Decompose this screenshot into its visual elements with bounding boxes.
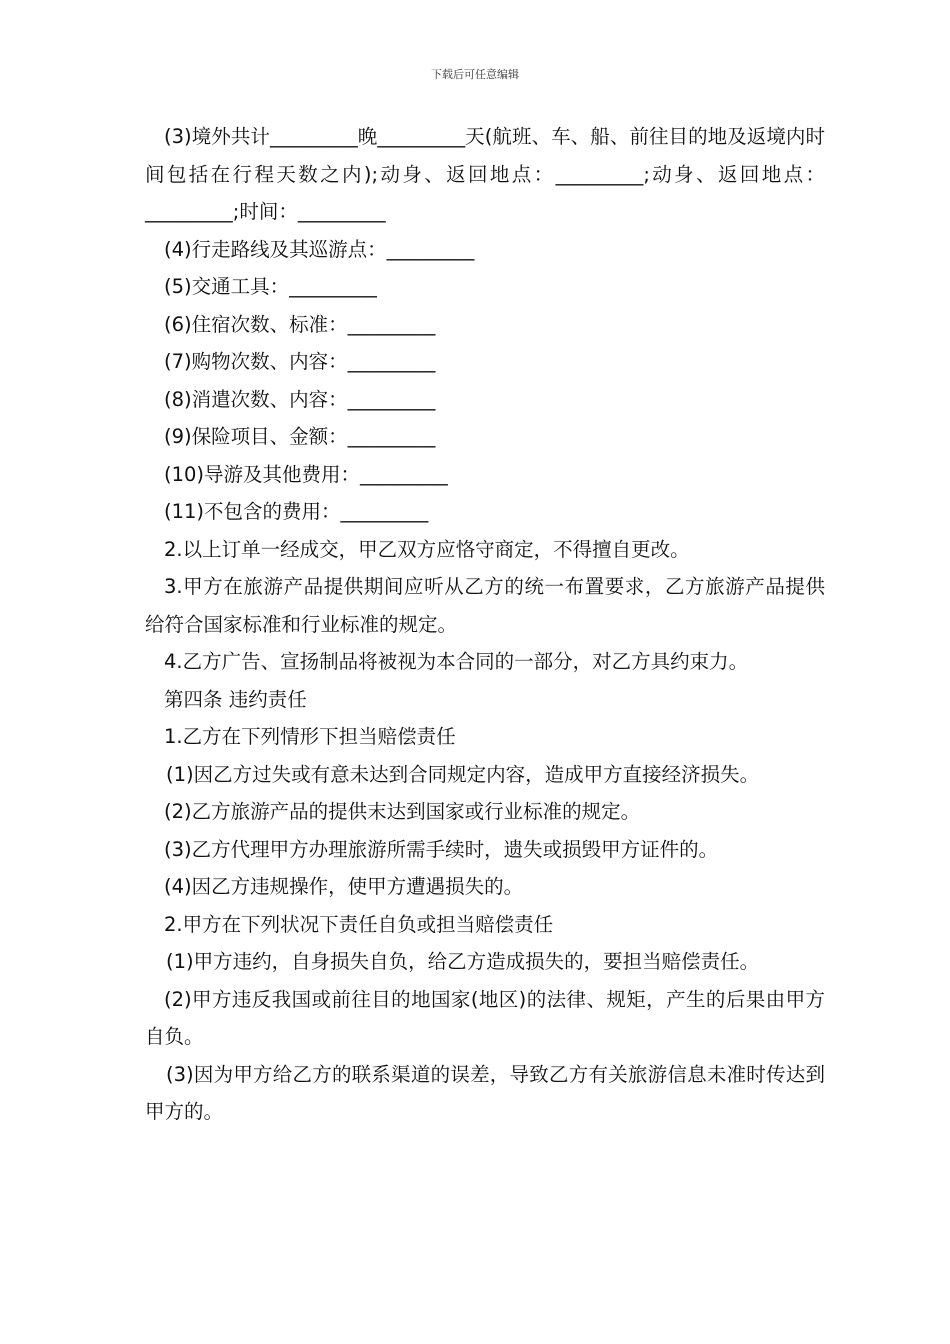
liability-2-item-2: (2)甲方违反我国或前往目的地国家(地区)的法律、规矩，产生的后果由甲方自负。 <box>145 987 825 1048</box>
clause-10-guide-fees: (10)导游及其他费用：_________ <box>164 462 448 486</box>
clause-11-excluded-fees: (11)不包含的费用：_________ <box>164 500 429 523</box>
document-body <box>145 118 825 1131</box>
liability-1-item-1: (1)因乙方过失或有意未达到合同规定内容，造成甲方直接经济损失。 <box>166 762 760 786</box>
liability-1-item-4: (4)因乙方违规操作，使甲方遭遇损失的。 <box>164 875 524 898</box>
clause-6-accommodation: (6)住宿次数、标准：_________ <box>164 312 436 336</box>
liability-1-heading: 1.乙方在下列情形下担当赔偿责任 <box>164 725 456 748</box>
clause-3-overseas-nights: (3)境外共计_________晚_________天(航班、车、船、前往目的地及返境内时间包括在行程天数之内);动身、返回地点：_________;动身、返回地点：_________;时间：_________ <box>145 125 825 223</box>
article-4-heading: 第四条 违约责任 <box>164 687 307 711</box>
liability-1-item-3: (3)乙方代理甲方办理旅游所需手续时，遗失或损毁甲方证件的。 <box>164 837 719 861</box>
clause-4-route: (4)行走路线及其巡游点：_________ <box>164 237 475 261</box>
clause-8-entertainment: (8)消遣次数、内容：_________ <box>164 387 436 411</box>
liability-2-item-1: (1)甲方违约，自身损失自负，给乙方造成损失的，要担当赔偿责任。 <box>166 950 760 973</box>
clause-7-shopping: (7)购物次数、内容：_________ <box>164 350 436 373</box>
article-item-3: 3.甲方在旅游产品提供期间应听从乙方的统一布置要求，乙方旅游产品提供给符合国家标准和行业标准的规定。 <box>145 575 825 636</box>
article-item-2: 2.以上订单一经成交，甲乙双方应恪守商定，不得擅自更改。 <box>164 537 690 561</box>
clause-9-insurance: (9)保险项目、金额：_________ <box>164 425 436 448</box>
article-item-4: 4.乙方广告、宣扬制品将被视为本合同的一部分，对乙方具约束力。 <box>164 650 749 673</box>
liability-1-item-2: (2)乙方旅游产品的提供末达到国家或行业标准的规定。 <box>164 800 641 823</box>
page-header: 下载后可任意编辑 <box>431 68 519 81</box>
clause-5-transport: (5)交通工具：_________ <box>164 275 377 298</box>
liability-2-item-3: (3)因为甲方给乙方的联系渠道的误差，导致乙方有关旅游信息未准时传达到甲方的。 <box>145 1062 825 1123</box>
liability-2-heading: 2.甲方在下列状况下责任自负或担当赔偿责任 <box>164 912 554 936</box>
